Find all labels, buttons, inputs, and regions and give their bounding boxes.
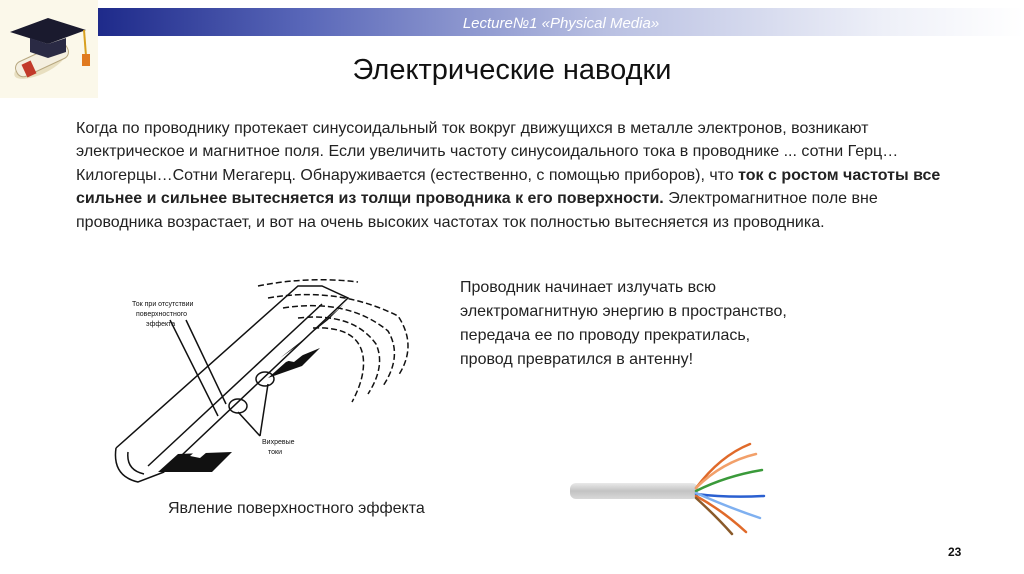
lecture-title: Lecture№1 «Physical Media» bbox=[462, 15, 660, 32]
header-bar bbox=[98, 8, 1024, 36]
paragraph-bold-text: ток с ростом частоты все сильнее и сильнее вытесняется из толщи проводника к его поверхности. bbox=[76, 166, 941, 208]
main-paragraph bbox=[76, 117, 956, 234]
diagram-label-current: поверхностного bbox=[136, 311, 188, 318]
paragraph-text-end: Электромагнитное поле вне проводника возрастает, и вот на очень высоких частотах ток полностью вытесняется из проводника. bbox=[76, 190, 878, 231]
side-note-line: Проводник начинает излучать всю bbox=[460, 279, 716, 296]
page-number: 23 bbox=[948, 545, 962, 559]
side-note bbox=[460, 276, 880, 372]
twisted-pair-cable-image bbox=[570, 436, 770, 540]
side-note-line: передача ее по проводу прекратилась, bbox=[460, 327, 751, 344]
diagram-label-eddy: токи bbox=[268, 449, 282, 456]
diagram-label-current: эффекта bbox=[146, 321, 176, 328]
side-note-line: провод превратился в антенну! bbox=[460, 351, 694, 368]
slide-title: Электрические наводки bbox=[352, 54, 672, 86]
diagram-caption: Явление поверхностного эффекта bbox=[168, 500, 425, 517]
side-note-line: электромагнитную энергию в пространство, bbox=[460, 303, 787, 320]
paragraph-text: Когда по проводнику протекает синусоидальный ток вокруг движущихся в металле электронов, возникают электрическое и магнитное поля. Если увеличить частоту синусоидального тока в проводнике ... сотни Герц…Килогерцы…Сотни Мегагерц. Обнаруживается (естественно, с помощью приборов), что bbox=[76, 120, 899, 184]
diagram-label-eddy: Вихревые bbox=[262, 439, 295, 446]
skin-effect-diagram bbox=[108, 276, 428, 490]
diagram-label-current: Ток при отсутствии bbox=[132, 301, 194, 308]
